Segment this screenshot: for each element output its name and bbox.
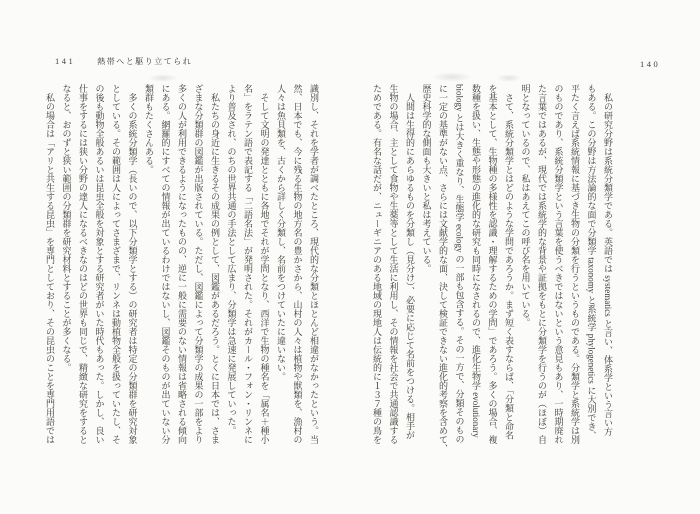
text-column: 人々は魚貝類を、古くから詳しく分類し、名前をつけていたに違いない。 [276,84,286,381]
text-column: そして文明の発達とともに各地でそれが学問となり、西洋で生物の種名を「属名＋種小 [259,84,270,444]
text-column: 私の場合は「アリと共生する昆虫」を専門としており、その昆虫のことを専門用語では [45,84,55,444]
page-number-right: 140 [640,59,661,69]
text-column: 明となっているので、私はあえてこの呼び名を用いている。 [520,84,531,327]
text-column: もある。この分野は方法論的な面で分類学 taxonomy と系統学 phylogenetics に大別でき、 [586,84,597,440]
text-column: 人間は生得的にあらゆるものを分類し（見分け）、必要に応じて名前をつける。相手が [405,84,415,440]
text-column: に一定の基準がない点、さらには文献学的な面、決して検証できない進化的考察を含めて、 [438,84,448,453]
scan-smudge [148,74,178,82]
running-head [55,56,192,67]
text-column: 名」をラテン語で表記する「二語名法」が発明された。それがカール・フォン・リンネに [243,84,253,444]
text-column: 多くの人が利用できるようになったものの、逆に一般に需要のない情報は省略される傾向 [177,84,187,444]
text-column: 識別し、それを学者が調べたところ、現代的な分類とほとんど相違がなかったという。当 [309,84,319,444]
text-column: としている。その範囲は人によってさまざまで、リンネは動植物全般を扱っていたし、そ [111,84,121,444]
page-number-left: 141 [55,56,76,66]
text-block-right [368,84,616,460]
text-column: た言葉ではあるが、現代では系統学的な背景や証拠をもとに分類学を行うのが（ほぼ）自 [537,84,547,444]
text-column: 多くの系統分類学（長いので、以下分類学とする）の研究者は特定の分類群を研究対象 [127,84,138,444]
text-column: より普及され、のちの世界共通の手法として広まり、分類学は急速に発展していった。 [226,84,237,435]
text-column: 仕事をするには狭い分野の達人になるべきなのはどの世界も同じで、精緻な研究をすると [78,84,88,444]
chapter-title: 熱帯へと駆り立てられ [97,57,193,66]
text-column: 私の研究分野は系統分類学である。英語では systematics と言い、体系学という言い方 [603,84,613,436]
scan-smudge [496,74,522,82]
text-column: のものであり、系統分類学という言葉を使うべきではないという意見もあり、一時期廃れ [553,84,564,444]
text-column: ためである。有名な話だが、ニューギニアのある地域の現地人は伝統的に１３７種の鳥を [372,84,382,444]
text-column: なると、おのずと狭い範囲の分類群を研究材料とすることが多くなる。 [61,84,72,372]
text-column: さて、系統分類学とはどのような学問であろうか。まず短く表すならば、「分類と命名 [504,84,514,440]
text-column: biology とは大きく重なり、生態学 ecology の一部も包含する。その一方で、分類そのもの [454,84,465,444]
text-column: を基本として、生物種の多様性を認識・理解するための学問」であろう。多くの場合、複 [487,84,498,444]
text-column: 数種を扱い、生態や形態の進化的な研究も同時になされるので、進化生物学 evolutionary [471,84,481,438]
text-column: 生物の場合、主として食物や生薬等として生活に利用し、その情報を社会で共通認識する [388,84,399,444]
text-column: 然、日本でも、今に残る生物の地方名の豊かさから、山村の人々は植物や獣類を、漁村の [292,84,303,444]
scan-smudge [432,72,472,82]
text-column: 歴史科学的な側面も大きいと私は考えている。 [421,84,432,273]
text-column: ざまな分類群の図鑑が出版されている。ただし、図鑑によって分類学の成果の一部をより [193,84,204,444]
text-column: にある。網羅的にすべての情報が出ているわけではないし、図鑑そのものが出ていない分 [160,84,171,444]
text-column: の後も動物全般あるいは昆虫全般を対象とする研究者がいた時代もあった。しかし、良い [94,84,105,444]
text-column: 類群もたくさんある。 [144,84,154,174]
text-column: 平たく言えば系統情報に基づき生物の分類を行うというものである。分類学と系統学は別 [570,84,580,444]
text-block-left [41,84,322,460]
text-column: 私たちの身近に生きるその成果の例として、図鑑があるだろう。とくに日本では、さま [210,84,220,444]
